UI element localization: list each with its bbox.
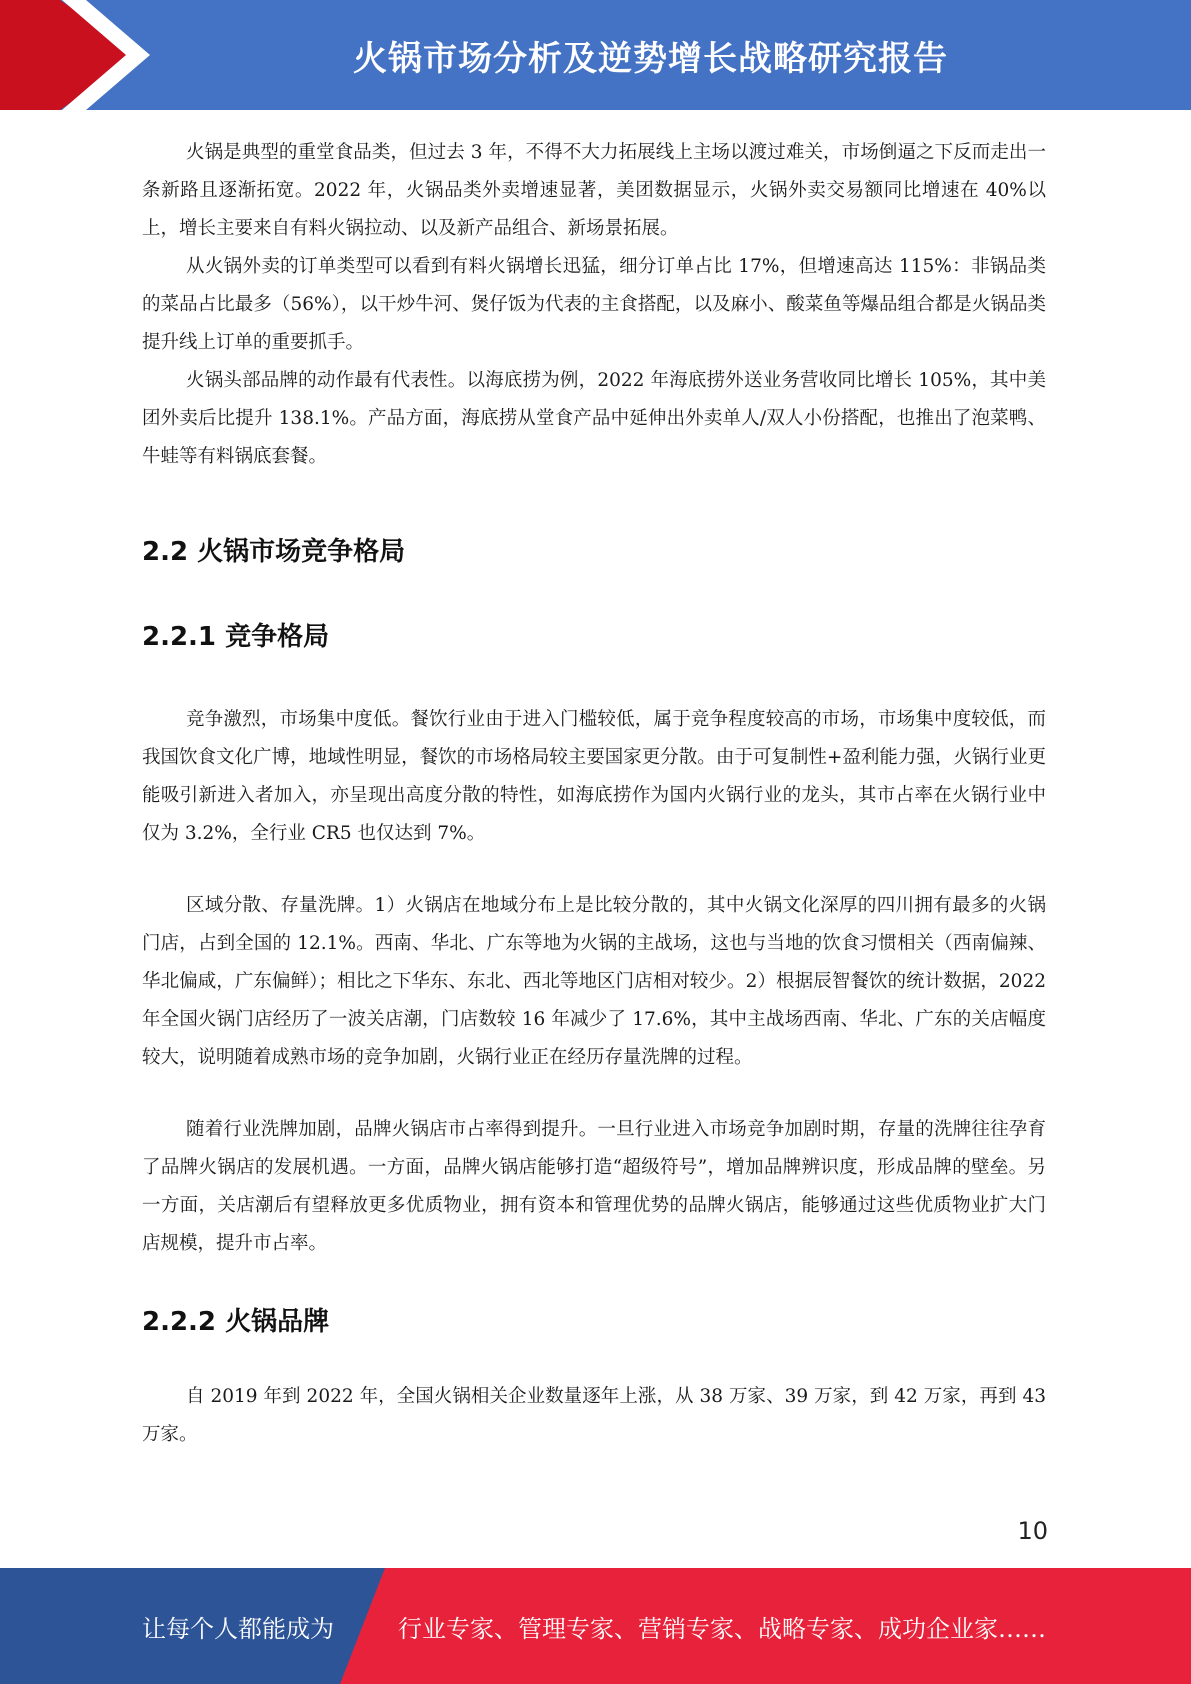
paragraph-7: 自 2019 年到 2022 年，全国火锅相关企业数量逐年上涨，从 38 万家、39 万家，到 42 万家，再到 43 万家。 xyxy=(142,1386,1046,1445)
spacer xyxy=(142,476,1046,531)
section-heading-2-2-1: 2.2.1 竞争格局 xyxy=(142,622,330,652)
spacer xyxy=(142,1338,1046,1378)
report-title: 火锅市场分析及逆势增长战略研究报告 xyxy=(353,38,948,79)
footer-slogan-right: 行业专家、管理专家、营销专家、战略专家、成功企业家…… xyxy=(398,1614,1046,1643)
paragraph-6: 随着行业洗牌加剧，品牌火锅店市占率得到提升。一旦行业进入市场竞争加剧时期，存量的洗牌往往孕育了品牌火锅店的发展机遇。一方面，品牌火锅店能够打造“超级符号”，增加品牌辨识度，形成品牌的壁垒。另一方面，关店潮后有望释放更多优质物业，拥有资本和管理优势的品牌火锅店，能够通过这些优质物业扩大门店规模，提升市占率。 xyxy=(142,1119,1046,1254)
spacer xyxy=(142,1077,1046,1111)
page-number: 10 xyxy=(1017,1517,1048,1545)
spacer xyxy=(142,568,1046,616)
page-header xyxy=(0,0,1191,110)
spacer xyxy=(142,653,1046,701)
spacer xyxy=(142,853,1046,887)
page-content xyxy=(142,134,1046,1454)
spacer xyxy=(142,1263,1046,1301)
footer-slogan-left: 让每个人都能成为 xyxy=(142,1614,334,1643)
section-heading-2-2-2: 2.2.2 火锅品牌 xyxy=(142,1307,330,1337)
paragraph-5: 区域分散、存量洗牌。1）火锅店在地域分布上是比较分散的，其中火锅文化深厚的四川拥有最多的火锅门店，占到全国的 12.1%。西南、华北、广东等地为火锅的主战场，这也与当地的饮食习惯相关（西南偏辣、华北偏咸，广东偏鲜）；相比之下华东、东北、西北等地区门店相对较少。2）根据辰智餐饮的统计数据，2022 年全国火锅门店经历了一波关店潮，门店数较 16 年减少了 17.6%，其中主战场西南、华北、广东的关店幅度较大，说明随着成熟市场的竞争加剧，火锅行业正在经历存量洗牌的过程。 xyxy=(142,895,1046,1068)
page-footer xyxy=(0,1568,1191,1684)
paragraph-1: 火锅是典型的重堂食品类，但过去 3 年，不得不大力拓展线上主场以渡过难关，市场倒逼之下反而走出一条新路且逐渐拓宽。2022 年，火锅品类外卖增速显著，美团数据显示，火锅外卖交易额同比增速在 40%以上，增长主要来自有料火锅拉动、以及新产品组合、新场景拓展。 xyxy=(142,142,1046,239)
section-heading-2-2: 2.2 火锅市场竞争格局 xyxy=(142,537,406,567)
paragraph-3: 火锅头部品牌的动作最有代表性。以海底捞为例，2022 年海底捞外送业务营收同比增长 105%，其中美团外卖后比提升 138.1%。产品方面，海底捞从堂食产品中延伸出外卖单人/双人小份搭配，也推出了泡菜鸭、牛蛙等有料锅底套餐。 xyxy=(142,370,1046,467)
paragraph-2: 从火锅外卖的订单类型可以看到有料火锅增长迅猛，细分订单占比 17%，但增速高达 115%：非锅品类的菜品占比最多（56%），以干炒牛河、煲仔饭为代表的主食搭配，以及麻小、酸菜鱼等爆品组合都是火锅品类提升线上订单的重要抓手。 xyxy=(142,256,1046,353)
paragraph-4: 竞争激烈，市场集中度低。餐饮行业由于进入门槛较低，属于竞争程度较高的市场，市场集中度较低，而我国饮食文化广博，地域性明显，餐饮的市场格局较主要国家更分散。由于可复制性+盈利能力强，火锅行业更能吸引新进入者加入，亦呈现出高度分散的特性，如海底捞作为国内火锅行业的龙头，其市占率在火锅行业中仅为 3.2%，全行业 CR5 也仅达到 7%。 xyxy=(142,709,1046,844)
